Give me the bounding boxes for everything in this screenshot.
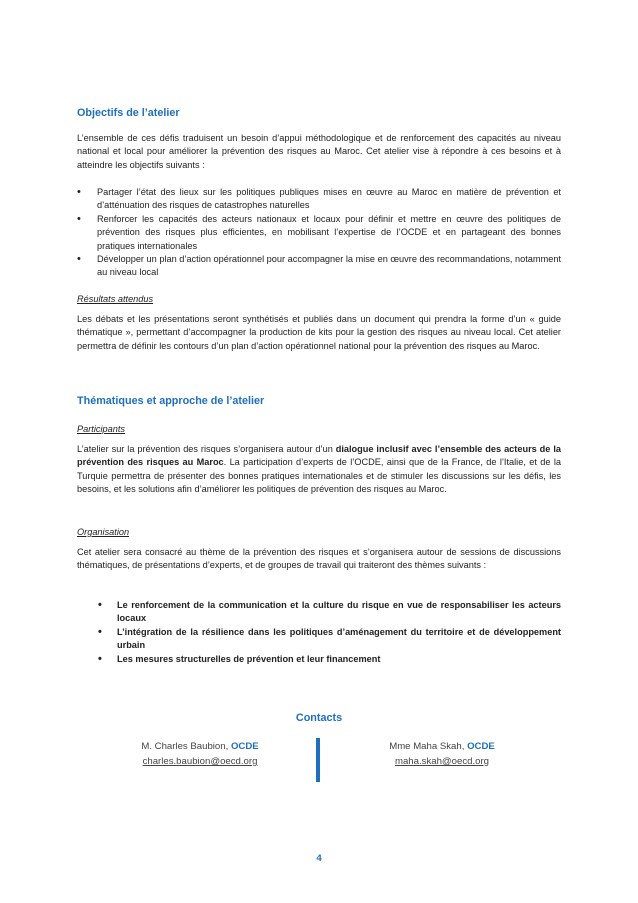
contact-right-org: OCDE bbox=[467, 741, 495, 752]
contact-right-name-line bbox=[352, 739, 532, 754]
organisation-text: Cet atelier sera consacré au thème de la prévention des risques et s’organisera autour de sessions de discussions thématiques, de présentations d’experts, et de groupes de travail qui traiteront des thèmes suivants : bbox=[77, 547, 561, 571]
participants-bold-text: dialogue inclusif avec l’ensemble des acteurs de la prévention des risques au Maroc bbox=[77, 444, 561, 468]
contacts-divider bbox=[316, 738, 320, 782]
contact-left-name-line bbox=[110, 739, 290, 754]
contact-right-name: Mme Maha Skah, bbox=[389, 741, 468, 752]
list-item: • Le renforcement de la communication et la culture du risque en vue de responsabiliser les acteurs locaux bbox=[98, 599, 561, 626]
list-item: • Renforcer les capacités des acteurs nationaux et locaux pour définir et mettre en œuvre des politiques de prévention des risques plus efficientes, en mobilisant l’expertise de l’OCDE et en partageant des bonnes pratiques internationales bbox=[77, 213, 561, 253]
objectifs-heading: Objectifs de l’atelier bbox=[77, 107, 180, 119]
contact-left-name: M. Charles Baubion, bbox=[141, 741, 231, 752]
resultats-label: Résultats attendus bbox=[77, 294, 154, 304]
contacts-title: Contacts bbox=[295, 712, 343, 724]
list-item: • Partager l’état des lieux sur les politiques publiques mises en œuvre au Maroc en matière de prévention et d’atténuation des risques de catastrophes naturelles bbox=[77, 186, 561, 213]
themes-list bbox=[77, 599, 561, 666]
participants-text bbox=[77, 443, 561, 497]
contact-left-email-link[interactable]: charles.baubion@oecd.org bbox=[142, 756, 258, 767]
contact-left bbox=[110, 739, 290, 769]
thematiques-heading: Thématiques et approche de l’atelier bbox=[77, 395, 265, 407]
list-item: • Développer un plan d’action opérationnel pour accompagner la mise en œuvre des recommandations, notamment au niveau local bbox=[77, 253, 561, 280]
contact-left-org: OCDE bbox=[230, 741, 259, 752]
objectifs-list bbox=[77, 186, 561, 280]
resultats-text: Les débats et les présentations seront synthétisés et publiés dans un document qui prendra la forme d’un « guide thématique », permettant d’accompagner la production de kits pour la gestion des risques au niveau local. Cet atelier permettra de définir les contours d’un plan d’action opérationnel national pour la prévention des risques au Maroc. bbox=[77, 314, 561, 351]
participants-text-part-2: . La participation d’experts de l’OCDE, ainsi que de la France, de l’Italie, et de la Turquie permettra de présenter des bonnes pratiques internationales et de stimuler les discussions sur les défis, les besoins, et les solutions afin d’améliorer les politiques de prévention des risques au Maroc. bbox=[77, 457, 561, 495]
organisation-label: Organisation bbox=[77, 527, 130, 537]
participants-label: Participants bbox=[77, 424, 126, 434]
objectifs-intro: L’ensemble de ces défis traduisent un besoin d’appui méthodologique et de renforcement des capacités au niveau national et local pour améliorer la prévention des risques au Maroc. Cet atelier vise à répondre à ces besoins et à atteindre les objectifs suivants : bbox=[77, 133, 561, 170]
contact-right bbox=[352, 739, 532, 769]
page-number: 4 bbox=[316, 853, 322, 864]
list-item: • Les mesures structurelles de prévention et leur financement bbox=[98, 653, 561, 666]
list-item: • L’intégration de la résilience dans les politiques d’aménagement du territoire et de développement urbain bbox=[98, 626, 561, 653]
participants-text-part-1: L’atelier sur la prévention des risques s’organisera autour d’un bbox=[77, 444, 336, 454]
contact-right-email-link[interactable]: maha.skah@oecd.org bbox=[394, 756, 489, 767]
